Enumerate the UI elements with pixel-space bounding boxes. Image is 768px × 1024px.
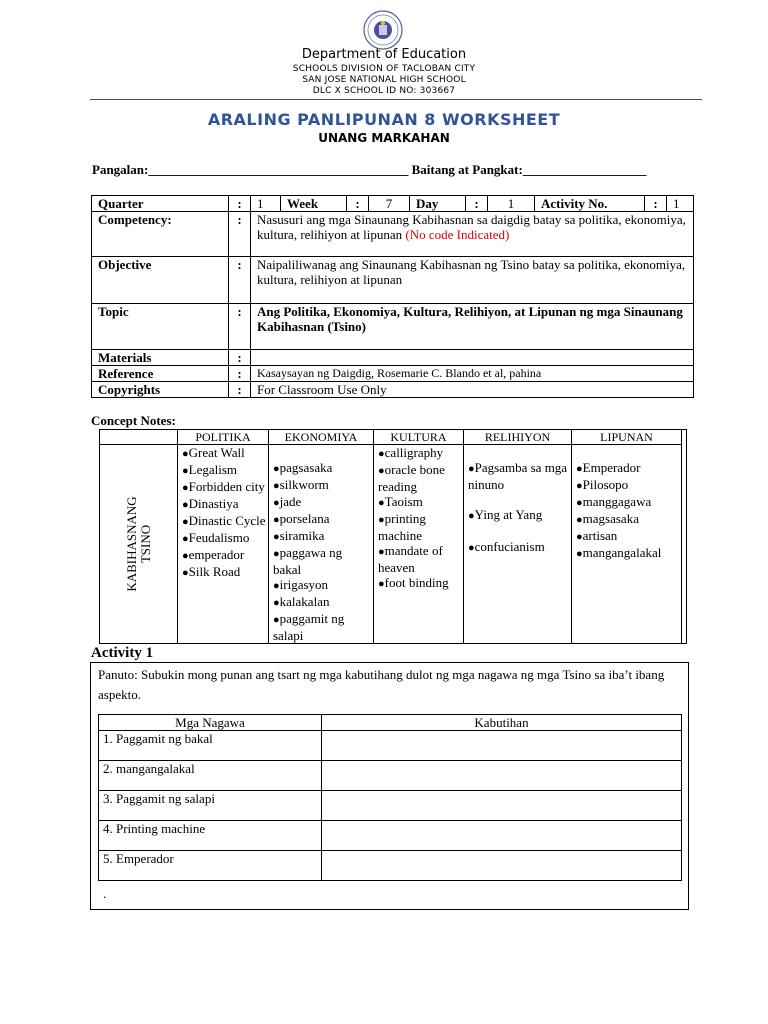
concept-item — [182, 564, 266, 581]
bullet-icon: ● — [576, 497, 583, 509]
concept-item — [576, 460, 679, 477]
concept-item-text: Dinastic Cycle — [188, 513, 266, 528]
concept-item — [182, 547, 266, 564]
concept-item-text: porselana — [279, 511, 330, 526]
school-id-line: DLC X SCHOOL ID NO: 303667 — [312, 86, 456, 96]
department-name: Department of Education — [301, 47, 467, 62]
concept-item-text: confucianism — [474, 539, 545, 554]
concept-item-text: Dinastiya — [188, 496, 239, 511]
bullet-icon: ● — [576, 548, 583, 560]
activity-row — [99, 761, 682, 791]
concept-item — [576, 511, 679, 528]
bullet-icon: ● — [468, 542, 475, 554]
politika-list — [178, 445, 268, 581]
activity-label: Activity No. — [535, 196, 645, 212]
bullet-icon: ● — [273, 548, 280, 560]
topic-row — [92, 304, 694, 350]
concept-item — [468, 507, 569, 524]
col-header-ekonomiya: EKONOMIYA — [269, 430, 374, 445]
name-label: Pangalan: — [92, 162, 149, 177]
objective-row — [92, 257, 694, 304]
concept-item — [273, 528, 371, 545]
bullet-icon: ● — [182, 499, 189, 511]
week-value: 7 — [369, 196, 410, 212]
concept-item — [378, 575, 461, 592]
concept-item — [378, 462, 461, 494]
concept-item-text: kalakalan — [279, 594, 330, 609]
concept-item-text: Legalism — [188, 462, 238, 477]
ekonomiya-list — [269, 460, 373, 643]
bullet-icon: ● — [378, 578, 385, 590]
quarter-row — [92, 196, 694, 212]
concept-item — [576, 528, 679, 545]
activity-header-row — [99, 715, 682, 731]
concept-item — [273, 460, 371, 477]
activity-instructions: Panuto: Subukin mong punan ang tsart ng mga kabutihang dulot ng mga nagawa ng mga Tsino sa iba’t ibang aspekto. — [98, 667, 665, 702]
row-label-kabihasnang-tsino: KABIHASNANG TSINO — [123, 496, 153, 592]
copyrights-label: Copyrights — [92, 382, 229, 398]
concept-item — [273, 594, 371, 611]
concept-header-row — [100, 430, 682, 445]
kabutihan-input[interactable] — [322, 731, 682, 761]
colon: : — [347, 196, 369, 212]
concept-item-text: jade — [279, 494, 302, 509]
concept-item-text: Forbidden city — [188, 479, 265, 494]
concept-item — [273, 577, 371, 594]
concept-item — [468, 460, 569, 492]
bullet-icon: ● — [576, 463, 583, 475]
week-label: Week — [281, 196, 347, 212]
end-mark: . — [103, 886, 107, 901]
copyrights-row — [92, 382, 694, 398]
activity-row — [99, 731, 682, 761]
nagawa-cell: 4. Printing machine — [99, 821, 322, 851]
concept-item — [273, 477, 371, 494]
concept-item-text: oracle bone reading — [378, 462, 445, 494]
concept-body-row — [100, 445, 682, 644]
student-info-line — [92, 162, 646, 178]
activity-row — [99, 791, 682, 821]
bullet-icon: ● — [182, 482, 189, 494]
concept-item-text: Pilosopo — [582, 477, 629, 492]
concept-item — [468, 539, 569, 556]
reference-text: Kasaysayan ng Daigdig, Rosemarie C. Blando et al, pahina — [251, 366, 694, 382]
bullet-icon: ● — [468, 510, 475, 522]
nagawa-cell: 3. Paggamit ng salapi — [99, 791, 322, 821]
politika-cell — [178, 445, 269, 644]
bullet-icon: ● — [378, 514, 385, 526]
concept-item — [378, 543, 461, 575]
bullet-icon: ● — [182, 465, 189, 477]
concept-item-text: pagsasaka — [279, 460, 333, 475]
concept-notes-table — [99, 429, 682, 644]
colon: : — [229, 212, 251, 257]
bullet-icon: ● — [273, 614, 280, 626]
bullet-icon: ● — [378, 497, 385, 509]
reference-row — [92, 366, 694, 382]
bullet-icon: ● — [273, 463, 280, 475]
concept-corner — [100, 430, 178, 445]
concept-item — [182, 530, 266, 547]
materials-text — [251, 350, 694, 366]
bullet-icon: ● — [182, 550, 189, 562]
kabutihan-input[interactable] — [322, 761, 682, 791]
colon: : — [229, 382, 251, 398]
competency-cell — [251, 212, 694, 257]
bullet-icon: ● — [182, 448, 189, 460]
concept-item — [273, 494, 371, 511]
kultura-list — [374, 445, 463, 592]
concept-item-text: paggawa ng bakal — [273, 545, 343, 577]
colon: : — [466, 196, 488, 212]
col-header-politika: POLITIKA — [178, 430, 269, 445]
concept-item — [576, 494, 679, 511]
school-line: SAN JOSE NATIONAL HIGH SCHOOL — [302, 75, 466, 85]
col-header-lipunan: LIPUNAN — [572, 430, 682, 445]
bullet-icon: ● — [273, 514, 280, 526]
bullet-icon: ● — [273, 480, 280, 492]
bullet-icon: ● — [182, 533, 189, 545]
concept-item — [378, 445, 461, 462]
grade-blank[interactable]: ___________________ — [522, 162, 647, 177]
kultura-cell — [374, 445, 464, 644]
bullet-icon: ● — [576, 514, 583, 526]
concept-item-text: Emperador — [582, 460, 641, 475]
bullet-icon: ● — [182, 567, 189, 579]
concept-item — [182, 513, 266, 530]
concept-item — [273, 545, 371, 577]
day-value: 1 — [488, 196, 535, 212]
day-label: Day — [410, 196, 466, 212]
concept-item-text: printing machine — [378, 511, 426, 543]
col-header-kabutihan: Kabutihan — [322, 715, 682, 731]
concept-item-text: irigasyon — [279, 577, 329, 592]
concept-item-text: Great Wall — [188, 445, 245, 460]
concept-item-text: artisan — [582, 528, 618, 543]
worksheet-title: ARALING PANLIPUNAN 8 WORKSHEET — [207, 110, 561, 129]
bullet-icon: ● — [468, 463, 475, 475]
activity-table — [98, 714, 682, 881]
col-header-kultura: KULTURA — [374, 430, 464, 445]
concept-item — [378, 511, 461, 543]
division-line: SCHOOLS DIVISION OF TACLOBAN CITY — [292, 64, 476, 74]
concept-item-text: Ying at Yang — [474, 507, 543, 522]
col-header-relihiyon: RELIHIYON — [464, 430, 572, 445]
col-header-mga-nagawa: Mga Nagawa — [99, 715, 322, 731]
concept-item-text: Feudalismo — [188, 530, 250, 545]
concept-notes-label: Concept Notes: — [91, 413, 176, 428]
bullet-icon: ● — [273, 580, 280, 592]
quarter-label: Quarter — [92, 196, 229, 212]
concept-item — [273, 611, 371, 643]
concept-item-text: manggagawa — [582, 494, 652, 509]
concept-item — [273, 511, 371, 528]
concept-item-text: siramika — [279, 528, 325, 543]
concept-item-text: calligraphy — [384, 445, 444, 460]
concept-item — [182, 479, 266, 496]
worksheet-subtitle: UNANG MARKAHAN — [318, 131, 450, 145]
competency-label: Competency: — [92, 212, 229, 257]
copyrights-text: For Classroom Use Only — [251, 382, 694, 398]
concept-item — [378, 494, 461, 511]
lipunan-cell — [572, 445, 682, 644]
concept-item — [576, 477, 679, 494]
grade-label: Baitang at Pangkat: — [411, 162, 523, 177]
lesson-info-table — [91, 195, 694, 398]
colon: : — [229, 257, 251, 304]
materials-label: Materials — [92, 350, 229, 366]
concept-item-text: mangangalakal — [582, 545, 662, 560]
activity-row — [99, 821, 682, 851]
concept-item-text: paggamit ng salapi — [273, 611, 345, 643]
quarter-value: 1 — [251, 196, 281, 212]
objective-text: Naipaliliwanag ang Sinaunang Kabihasnan ng Tsino batay sa politika, ekonomiya, kultura, relihiyon at lipunan — [251, 257, 694, 304]
concept-item — [182, 445, 266, 462]
bullet-icon: ● — [378, 546, 385, 558]
kabutihan-input[interactable] — [322, 791, 682, 821]
colon: : — [229, 350, 251, 366]
row-label-cell — [100, 445, 178, 644]
concept-item-text: foot binding — [384, 575, 449, 590]
header-divider — [90, 99, 702, 100]
bullet-icon: ● — [273, 531, 280, 543]
bullet-icon: ● — [378, 448, 385, 460]
materials-row — [92, 350, 694, 366]
relihiyon-list — [464, 460, 571, 556]
colon: : — [645, 196, 667, 212]
competency-note: (No code Indicated) — [405, 227, 510, 242]
deped-seal-icon — [357, 10, 409, 50]
activity-value: 1 — [667, 196, 694, 212]
bullet-icon: ● — [182, 516, 189, 528]
bullet-icon: ● — [576, 480, 583, 492]
competency-text: Nasusuri ang mga Sinaunang Kabihasnan sa daigdig batay sa politika, ekonomiya, kultura, relihiyon at lipunan — [257, 212, 686, 242]
activity-row — [99, 851, 682, 881]
ekonomiya-cell — [269, 445, 374, 644]
concept-item-text: emperador — [188, 547, 245, 562]
topic-label: Topic — [92, 304, 229, 350]
bullet-icon: ● — [378, 465, 385, 477]
nagawa-cell: 5. Emperador — [99, 851, 322, 881]
kabutihan-input[interactable] — [322, 821, 682, 851]
kabutihan-input[interactable] — [322, 851, 682, 881]
concept-item — [182, 496, 266, 513]
activity-title: Activity 1 — [91, 645, 154, 661]
nagawa-cell: 2. mangangalakal — [99, 761, 322, 791]
concept-item — [182, 462, 266, 479]
bullet-icon: ● — [576, 531, 583, 543]
concept-item-text: Silk Road — [188, 564, 241, 579]
concept-item-text: magsasaka — [582, 511, 639, 526]
concept-item-text: Taoism — [384, 494, 423, 509]
colon: : — [229, 304, 251, 350]
concept-item-text: silkworm — [279, 477, 329, 492]
bullet-icon: ● — [273, 597, 280, 609]
lipunan-list — [572, 460, 681, 562]
relihiyon-cell — [464, 445, 572, 644]
reference-label: Reference — [92, 366, 229, 382]
colon: : — [229, 196, 251, 212]
bullet-icon: ● — [273, 497, 280, 509]
competency-row — [92, 212, 694, 257]
nagawa-cell: 1. Paggamit ng bakal — [99, 731, 322, 761]
concept-item-text: mandate of heaven — [378, 543, 443, 575]
name-blank[interactable]: ________________________________________ — [148, 162, 409, 177]
topic-text: Ang Politika, Ekonomiya, Kultura, Relihiyon, at Lipunan ng mga Sinaunang Kabihasnan (Tsino) — [251, 304, 694, 350]
concept-item-text: Pagsamba sa mga ninuno — [468, 460, 568, 492]
colon: : — [229, 366, 251, 382]
concept-item — [576, 545, 679, 562]
objective-label: Objective — [92, 257, 229, 304]
